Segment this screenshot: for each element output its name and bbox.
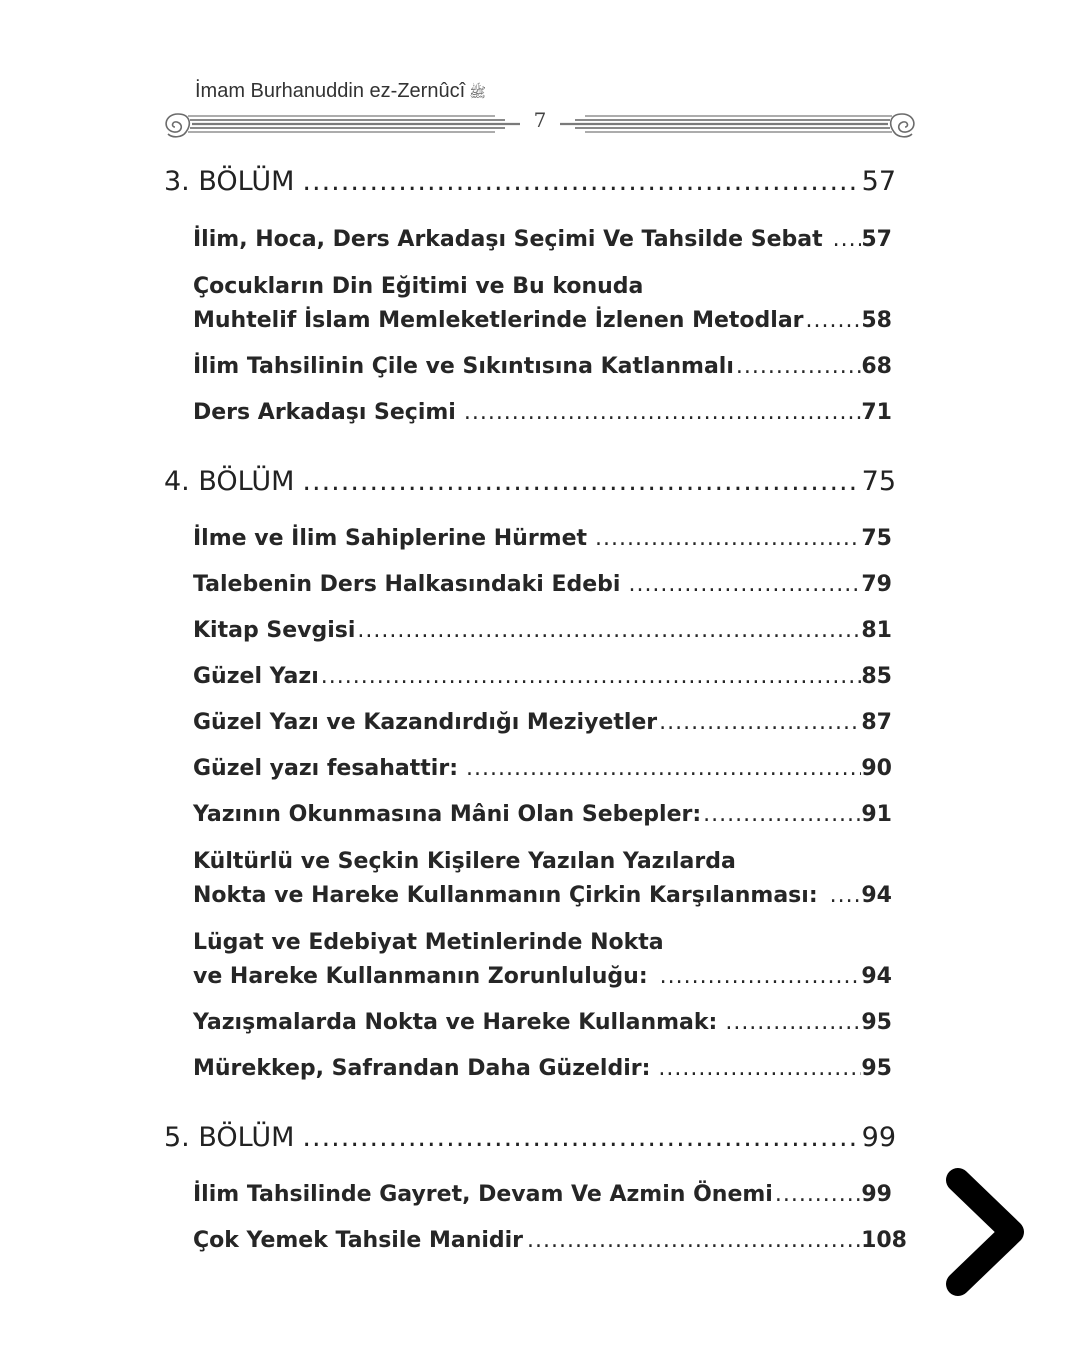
toc-entry[interactable] bbox=[193, 526, 892, 551]
toc-entry[interactable] bbox=[193, 1228, 907, 1253]
toc-entry[interactable] bbox=[193, 664, 892, 689]
page-ref: 68 bbox=[861, 354, 892, 379]
toc-entry[interactable] bbox=[193, 572, 892, 597]
honorific-glyph: ﷺ bbox=[469, 84, 487, 100]
entry-title: İlim Tahsilinin Çile ve Sıkıntısına Katlanmalı bbox=[193, 354, 734, 379]
toc-entry[interactable] bbox=[193, 756, 892, 781]
entry-title: Güzel yazı fesahattir: bbox=[193, 756, 458, 781]
page-ref: 79 bbox=[861, 572, 892, 597]
page-ref: 95 bbox=[861, 1010, 892, 1035]
entry-title: Mürekkep, Safrandan Daha Güzeldir: bbox=[193, 1056, 651, 1081]
dot-leader bbox=[357, 618, 861, 643]
dot-leader bbox=[703, 802, 861, 827]
dot-leader bbox=[527, 1228, 861, 1253]
toc-entry[interactable] bbox=[193, 400, 892, 425]
toc-entry-line1[interactable]: Çocukların Din Eğitimi ve Bu konuda bbox=[193, 274, 644, 299]
dot-leader bbox=[736, 354, 861, 379]
dot-leader bbox=[466, 756, 861, 781]
page-ref: 57 bbox=[861, 227, 892, 252]
dot-leader bbox=[660, 964, 862, 989]
entry-title: Talebenin Ders Halkasındaki Edebi bbox=[193, 572, 621, 597]
dot-leader bbox=[833, 227, 862, 252]
dot-leader bbox=[302, 1122, 855, 1153]
toc-chapter-4[interactable] bbox=[164, 466, 896, 497]
toc-entry[interactable] bbox=[193, 964, 892, 989]
entry-title: Muhtelif İslam Memleketlerinde İzlenen Metodlar bbox=[193, 308, 804, 333]
entry-title: İlim, Hoca, Ders Arkadaşı Seçimi Ve Tahsilde Sebat bbox=[193, 227, 823, 252]
entry-title: Yazının Okunmasına Mâni Olan Sebepler: bbox=[193, 802, 702, 827]
dot-leader bbox=[302, 466, 855, 497]
entry-title: Ders Arkadaşı Seçimi bbox=[193, 400, 456, 425]
page-ref: 94 bbox=[861, 964, 892, 989]
entry-title: Kitap Sevgisi bbox=[193, 618, 356, 643]
page-ref: 95 bbox=[861, 1056, 892, 1081]
toc-entry[interactable] bbox=[193, 227, 892, 252]
page-ref: 87 bbox=[861, 710, 892, 735]
author-name: İmam Burhanuddin ez-Zernûcî bbox=[195, 80, 466, 102]
page-ref: 57 bbox=[861, 166, 896, 197]
toc-entry[interactable] bbox=[193, 618, 892, 643]
page-ref: 71 bbox=[861, 400, 892, 425]
entry-title: Yazışmalarda Nokta ve Hareke Kullanmak: bbox=[193, 1010, 718, 1035]
page-ref: 99 bbox=[861, 1182, 892, 1207]
page-ref: 75 bbox=[861, 526, 892, 551]
dot-leader bbox=[806, 308, 862, 333]
page-ref: 91 bbox=[861, 802, 892, 827]
page-ref: 108 bbox=[861, 1228, 907, 1253]
page-number: 7 bbox=[533, 108, 547, 132]
page-ref: 99 bbox=[861, 1122, 896, 1153]
dot-leader bbox=[775, 1182, 862, 1207]
entry-title: Güzel Yazı bbox=[193, 664, 319, 689]
entry-title: Çok Yemek Tahsile Manidir bbox=[193, 1228, 524, 1253]
chapter-label: 4. BÖLÜM bbox=[164, 466, 295, 497]
dot-leader bbox=[595, 526, 861, 551]
toc-entry[interactable] bbox=[193, 1182, 892, 1207]
toc-entry[interactable] bbox=[193, 1010, 892, 1035]
dot-leader bbox=[725, 1010, 861, 1035]
dot-leader bbox=[302, 166, 855, 197]
toc-entry[interactable] bbox=[193, 802, 892, 827]
page-ref: 90 bbox=[861, 756, 892, 781]
page-ref: 58 bbox=[861, 308, 892, 333]
toc-entry[interactable] bbox=[193, 710, 892, 735]
toc-entry-line1[interactable]: Lügat ve Edebiyat Metinlerinde Nokta bbox=[193, 930, 664, 955]
toc-entry[interactable] bbox=[193, 883, 892, 908]
page-ref: 75 bbox=[861, 466, 896, 497]
entry-title: İlim Tahsilinde Gayret, Devam Ve Azmin Önemi bbox=[193, 1182, 773, 1207]
dot-leader bbox=[628, 572, 861, 597]
dot-leader bbox=[658, 1056, 861, 1081]
toc-chapter-3[interactable] bbox=[164, 166, 896, 197]
chapter-label: 3. BÖLÜM bbox=[164, 166, 295, 197]
chapter-label: 5. BÖLÜM bbox=[164, 1122, 295, 1153]
toc-entry[interactable] bbox=[193, 308, 892, 333]
dot-leader bbox=[321, 664, 862, 689]
page-ref: 94 bbox=[861, 883, 892, 908]
dot-leader bbox=[830, 883, 862, 908]
page-ref: 85 bbox=[861, 664, 892, 689]
entry-title: Nokta ve Hareke Kullanmanın Çirkin Karşılanması: bbox=[193, 883, 818, 908]
toc-entry[interactable] bbox=[193, 1056, 892, 1081]
dot-leader bbox=[659, 710, 861, 735]
page-ref: 81 bbox=[861, 618, 892, 643]
entry-title: İlme ve İlim Sahiplerine Hürmet bbox=[193, 526, 588, 551]
toc-entry[interactable] bbox=[193, 354, 892, 379]
toc-entry-line1[interactable]: Kültürlü ve Seçkin Kişilere Yazılan Yazılarda bbox=[193, 849, 736, 874]
chevron-right-icon[interactable] bbox=[930, 1160, 1030, 1310]
entry-title: Güzel Yazı ve Kazandırdığı Meziyetler bbox=[193, 710, 658, 735]
toc-chapter-5[interactable] bbox=[164, 1122, 896, 1153]
entry-title: ve Hareke Kullanmanın Zorunluluğu: bbox=[193, 964, 648, 989]
dot-leader bbox=[464, 400, 862, 425]
